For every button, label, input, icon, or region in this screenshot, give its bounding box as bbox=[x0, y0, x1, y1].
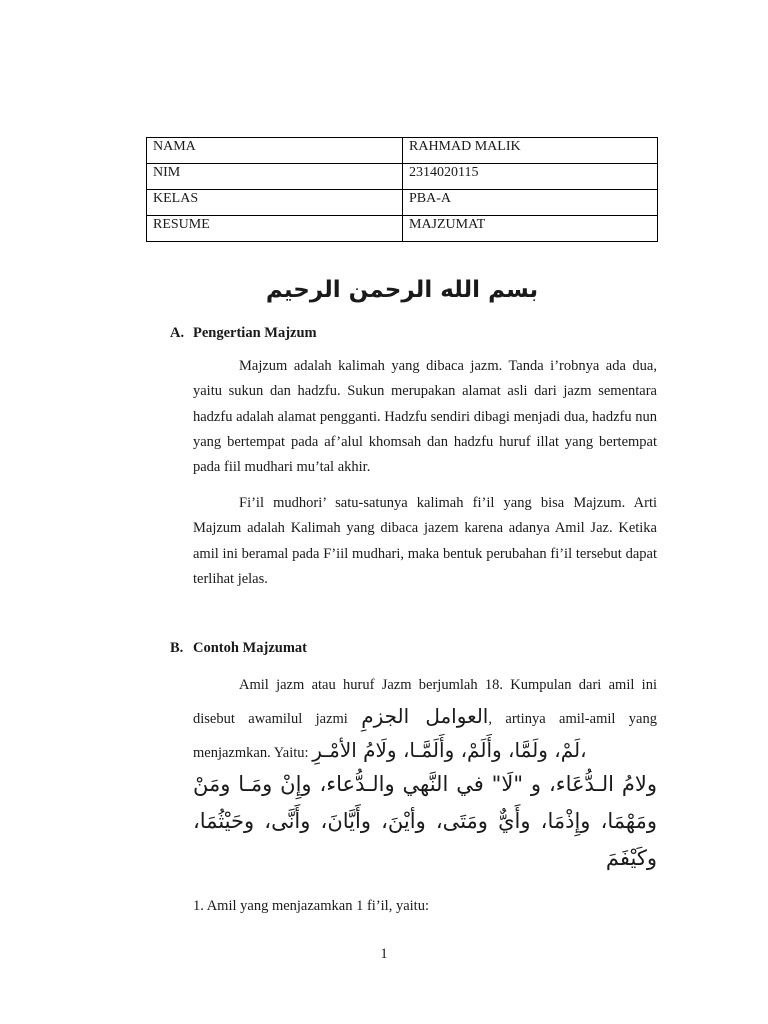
table-row bbox=[147, 190, 658, 216]
arabic-term: العوامل الجزمِ bbox=[361, 704, 489, 728]
table-label: RESUME bbox=[147, 216, 403, 242]
arabic-list-start: لَمْ، ولَمَّا، وأَلَمْ، وأَلَمَّـا، ولَامُ الأمْـرِ، bbox=[312, 738, 587, 762]
table-row bbox=[147, 216, 658, 242]
table-value: 2314020115 bbox=[403, 164, 658, 190]
section-a-title: Pengertian Majzum bbox=[193, 325, 317, 341]
table-value: MAJZUMAT bbox=[403, 216, 658, 242]
section-b-paragraph-1: Amil jazm atau huruf Jazm berjumlah 18. Kumpulan dari amil ini disebut awamilul jazmi العوامل الجزمِ, artinya amil-amil yang menjazmkan. Yaitu: لَمْ، ولَمَّا، وأَلَمْ، وأَلَمَّـا، ولَامُ الأمْـرِ، bbox=[193, 677, 657, 762]
table-value: PBA-A bbox=[403, 190, 658, 216]
section-a-paragraph-2: Fi’il mudhori’ satu-satunya kalimah fi’il yang bisa Majzum. Arti Majzum adalah Kalimah yang dibaca jazem karena adanya Amil Jaz. Ketika amil ini beramal pada F’iil mudhari, maka bentuk perubahan fi’il tersebut dapat terlihat jelas. bbox=[193, 495, 657, 587]
table-value: RAHMAD MALIK bbox=[403, 138, 658, 164]
arabic-list-continued: ولامُ الـدُّعَاء، و "لَا" في النَّهي والـدُّعاء، وإِنْ ومَـا ومَنْ ومَهْمَا، وإِذْمَا، وأَيٌّ ومَتَى، وأيْنَ، وأَيَّانَ، وأَنَّى، وحَيْثُمَا، وكَيْفَمَ bbox=[193, 772, 657, 870]
section-b-number: B. bbox=[170, 640, 184, 656]
section-b-heading bbox=[170, 638, 307, 658]
table-row bbox=[147, 138, 658, 164]
identity-table bbox=[146, 137, 658, 242]
list-item: 1. Amil yang menjazamkan 1 fi’il, yaitu: bbox=[193, 898, 429, 914]
page-number: 1 bbox=[380, 946, 388, 962]
basmala-heading: بسم الله الرحمن الرحيم bbox=[265, 277, 539, 303]
table-row bbox=[147, 164, 658, 190]
section-a-number: A. bbox=[170, 325, 185, 341]
table-label: NAMA bbox=[147, 138, 403, 164]
table-label: NIM bbox=[147, 164, 403, 190]
section-a-heading bbox=[170, 323, 317, 343]
section-a-paragraph-1: Majzum adalah kalimah yang dibaca jazm. Tanda i’robnya ada dua, yaitu sukun dan hadzfu. Sukun merupakan alamat asli dari jazm sementara hadzfu adalah alamat pengganti. Hadzfu sendiri dibagi menjadi dua, hadzfu nun yang bertempat pada af’alul khomsah dan hadzfu huruf illat yang bertempat pada fiil mudhari mu’tal akhir. bbox=[193, 358, 657, 476]
table-label: KELAS bbox=[147, 190, 403, 216]
section-b-title: Contoh Majzumat bbox=[193, 640, 307, 656]
